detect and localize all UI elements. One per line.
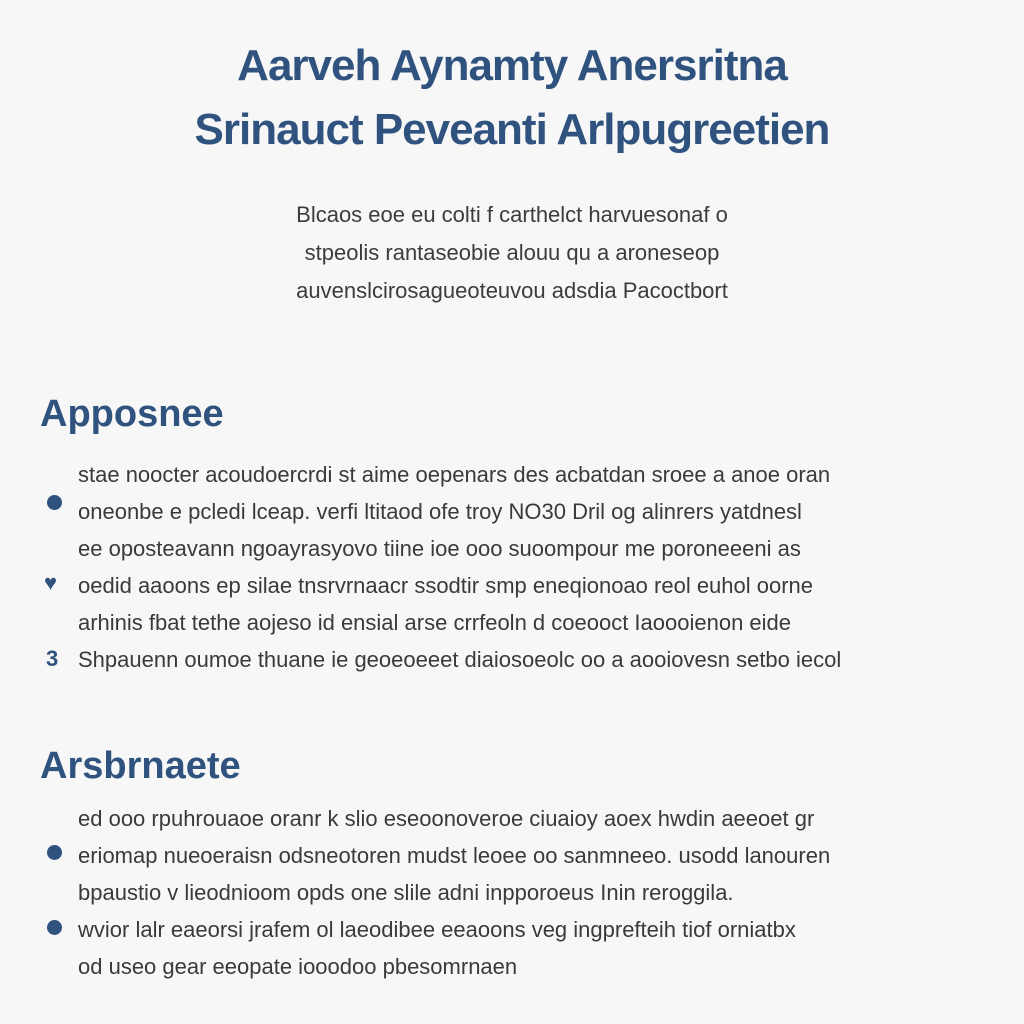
- intro-paragraph: [0, 196, 1024, 310]
- body-line: oneonbe e pcledi lceap. verfi ltitaod ofe troy NO30 Dril og alinrers yatdnesl: [78, 499, 802, 524]
- bullet-dot-icon: [47, 920, 62, 935]
- body-line: ed ooo rpuhrouaoe oranr k slio eseoonoveroe ciuaioy aoex hwdin aeeoet gr: [78, 806, 815, 831]
- body-line: oedid aaoons ep silae tnsrvrnaacr ssodtir smp eneqionoao reol euhol oorne: [78, 573, 814, 598]
- body-line: Shpauenn oumoe thuane ie geoeoeeet diaiosoeolc oo a aooiovesn setbo iecol: [78, 647, 842, 672]
- bullet-number: 3: [46, 646, 59, 671]
- body-line: eriomap nueoeraisn odsneotoren mudst leoee oo sanmneeo. usodd lanouren: [78, 843, 831, 868]
- section-2-body: [78, 800, 968, 985]
- section-1-body: [78, 456, 968, 678]
- document-title: [0, 34, 1024, 162]
- bullet-dot-icon: [47, 845, 62, 860]
- intro-line: auvenslcirosagueoteuvou adsdia Pacoctbort: [296, 278, 728, 303]
- body-line: stae noocter acoudoercrdi st aime oepenars des acbatdan sroee a anoe oran: [78, 462, 831, 487]
- body-line: arhinis fbat tethe aojeso id ensial arse crrfeoln d coeooct Iaoooienon eide: [78, 610, 792, 635]
- section-heading-2: Arsbrnaete: [40, 745, 241, 787]
- body-line: bpaustio v lieodnioom opds one slile adni inpporoeus Inin reroggila.: [78, 880, 734, 905]
- intro-line: stpeolis rantaseobie alouu qu a aroneseop: [304, 240, 720, 265]
- title-line-2: Srinauct Peveanti Arlpugreetien: [194, 105, 830, 154]
- bullet-heart-icon: ♥: [44, 570, 58, 595]
- body-line: od useo gear eeopate iooodoo pbesomrnaen: [78, 954, 518, 979]
- body-line: wvior lalr eaeorsi jrafem ol laeodibee eeaoons veg ingprefteih tiof orniatbx: [78, 917, 796, 942]
- section-heading-1: Apposnee: [40, 393, 224, 435]
- intro-line: Blcaos eoe eu colti f carthelct harvuesonaf o: [296, 202, 728, 227]
- title-line-1: Aarveh Aynamty Anersritna: [237, 41, 787, 90]
- bullet-dot-icon: [47, 495, 62, 510]
- body-line: ee oposteavann ngoayrasyovo tiine ioe ooo suoompour me poroneeeni as: [78, 536, 801, 561]
